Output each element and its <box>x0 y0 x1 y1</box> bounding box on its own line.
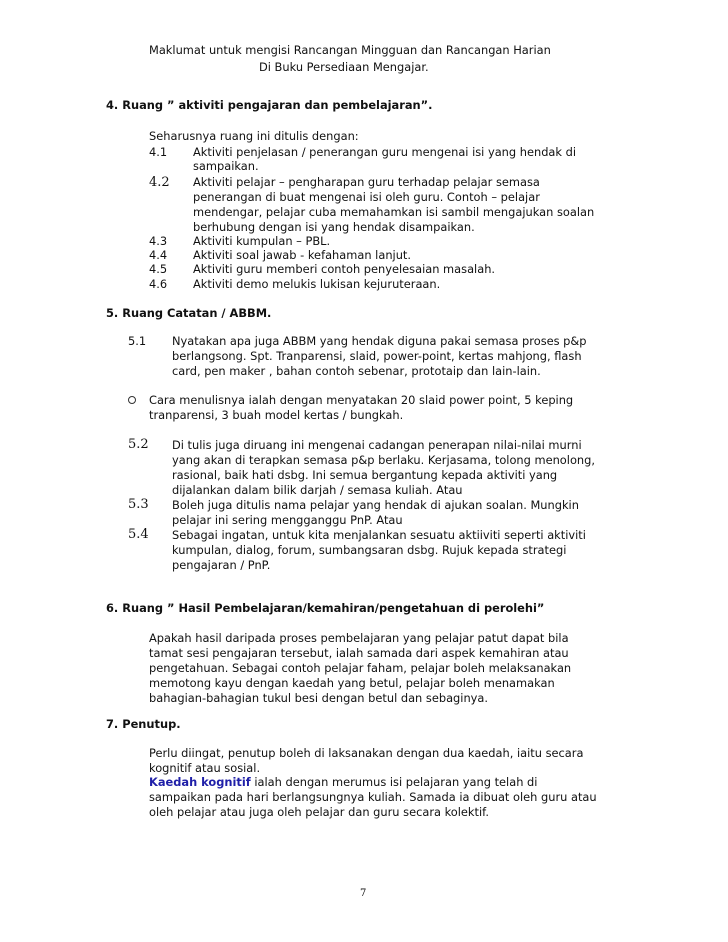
bullet-line: Cara menulisnya ialah dengan menyatakan 20 slaid power point, 5 keping <box>149 393 574 407</box>
item-5-4-line: kumpulan, dialog, forum, sumbangsaran dsbg. Rujuk kepada strategi <box>172 543 567 557</box>
section-6-heading: 6. Ruang ” Hasil Pembelajaran/kemahiran/pengetahuan di perolehi” <box>106 601 545 615</box>
item-5-4-line: Sebagai ingatan, untuk kita menjalankan sesuatu aktiiviti seperti aktiviti <box>172 528 586 542</box>
section-7-line: Perlu diingat, penutup boleh di laksanakan dengan dua kaedah, iaitu secara <box>149 746 584 760</box>
item-5-2-line: yang akan di terapkan semasa p&p berlaku. Kerjasama, tolong menolong, <box>172 453 595 467</box>
section-7-line: sampaikan pada hari berlangsungnya kuliah. Samada ia dibuat oleh guru atau <box>149 790 597 804</box>
item-4-2-line: berhubung dengan isi yang hendak disampaikan. <box>193 220 475 234</box>
section-6-line: memotong kayu dengan kaedah yang betul, pelajar boleh menamakan <box>149 676 555 690</box>
kaedah-kognitif-term: Kaedah kognitif <box>149 775 251 789</box>
item-4-2-line: penerangan di buat mengenai isi oleh guru. Contoh – pelajar <box>193 190 540 204</box>
section-6-line: pengetahuan. Sebagai contoh pelajar faham, pelajar boleh melaksanakan <box>149 661 572 675</box>
item-5-2-line: dijalankan dalam bilik darjah / semasa kuliah. Atau <box>172 483 463 497</box>
item-5-2-line: rasional, baik hati dsbg. Ini semua bergantung kepada aktiviti yang <box>172 468 558 482</box>
item-5-1-line: berlangsong. Spt. Tranparensi, slaid, power-point, kertas mahjong, flash <box>172 349 582 363</box>
section-4-heading: 4. Ruang ” aktiviti pengajaran dan pembelajaran”. <box>106 98 433 112</box>
section-6-line: Apakah hasil daripada proses pembelajaran yang pelajar patut dapat bila <box>149 631 569 645</box>
header-line-2: Di Buku Persediaan Mengajar. <box>259 60 429 74</box>
item-4-5-number: 4.5 <box>149 262 168 276</box>
item-4-4-line: Aktiviti soal jawab - kefahaman lanjut. <box>193 248 412 262</box>
page-number: 7 <box>360 888 367 899</box>
item-4-3-line: Aktiviti kumpulan – PBL. <box>193 234 331 248</box>
item-4-1-line: Aktiviti penjelasan / penerangan guru mengenai isi yang hendak di <box>193 145 577 159</box>
bullet-marker <box>128 392 136 409</box>
section-7-line: oleh pelajar atau juga oleh pelajar dan guru secara kolektif. <box>149 805 489 819</box>
item-4-5-line: Aktiviti guru memberi contoh penyelesaian masalah. <box>193 262 496 276</box>
item-5-2-number: 5.2 <box>128 437 149 452</box>
header-line-1: Maklumat untuk mengisi Rancangan Mingguan dan Rancangan Harian <box>149 43 551 57</box>
section-7-heading: 7. Penutup. <box>106 717 181 731</box>
section-5-heading: 5. Ruang Catatan / ABBM. <box>106 306 272 320</box>
section-6-line: tamat sesi pengajaran tersebut, ialah samada dari aspek kemahiran atau <box>149 646 569 660</box>
item-4-1-line: sampaikan. <box>193 159 259 173</box>
item-4-6-number: 4.6 <box>149 277 168 291</box>
item-4-1-number: 4.1 <box>149 145 168 159</box>
item-5-4-number: 5.4 <box>128 527 149 542</box>
item-5-4-line: pengajaran / PnP. <box>172 558 271 572</box>
item-5-2-line: Di tulis juga diruang ini mengenai cadangan penerapan nilai-nilai murni <box>172 438 582 452</box>
item-5-1-line: Nyatakan apa juga ABBM yang hendak diguna pakai semasa proses p&p <box>172 334 587 348</box>
item-5-1-number: 5.1 <box>128 334 147 348</box>
item-4-2-line: mendengar, pelajar cuba memahamkan isi sambil mengajukan soalan <box>193 205 595 219</box>
item-4-2-line: Aktiviti pelajar – pengharapan guru terhadap pelajar semasa <box>193 175 540 189</box>
section-4-intro: Seharusnya ruang ini ditulis dengan: <box>149 129 359 143</box>
item-5-3-number: 5.3 <box>128 497 149 512</box>
section-7-line: kognitif atau sosial. <box>149 761 261 775</box>
item-5-1-line: card, pen maker , bahan contoh sebenar, prototaip dan lain-lain. <box>172 364 541 378</box>
kaedah-kognitif-text: ialah dengan merumus isi pelajaran yang telah di <box>250 775 538 789</box>
item-5-3-line: pelajar ini sering mengganggu PnP. Atau <box>172 513 403 527</box>
bullet-line: tranparensi, 3 buah model kertas / bungkah. <box>149 408 404 422</box>
item-4-4-number: 4.4 <box>149 248 168 262</box>
item-5-3-line: Boleh juga ditulis nama pelajar yang hendak di ajukan soalan. Mungkin <box>172 498 579 512</box>
item-4-2-number: 4.2 <box>149 175 170 190</box>
item-4-6-line: Aktiviti demo melukis lukisan kejuruteraan. <box>193 277 441 291</box>
item-4-3-number: 4.3 <box>149 234 168 248</box>
section-6-line: bahagian-bahagian tukul besi dengan betul dan sebaginya. <box>149 691 489 705</box>
